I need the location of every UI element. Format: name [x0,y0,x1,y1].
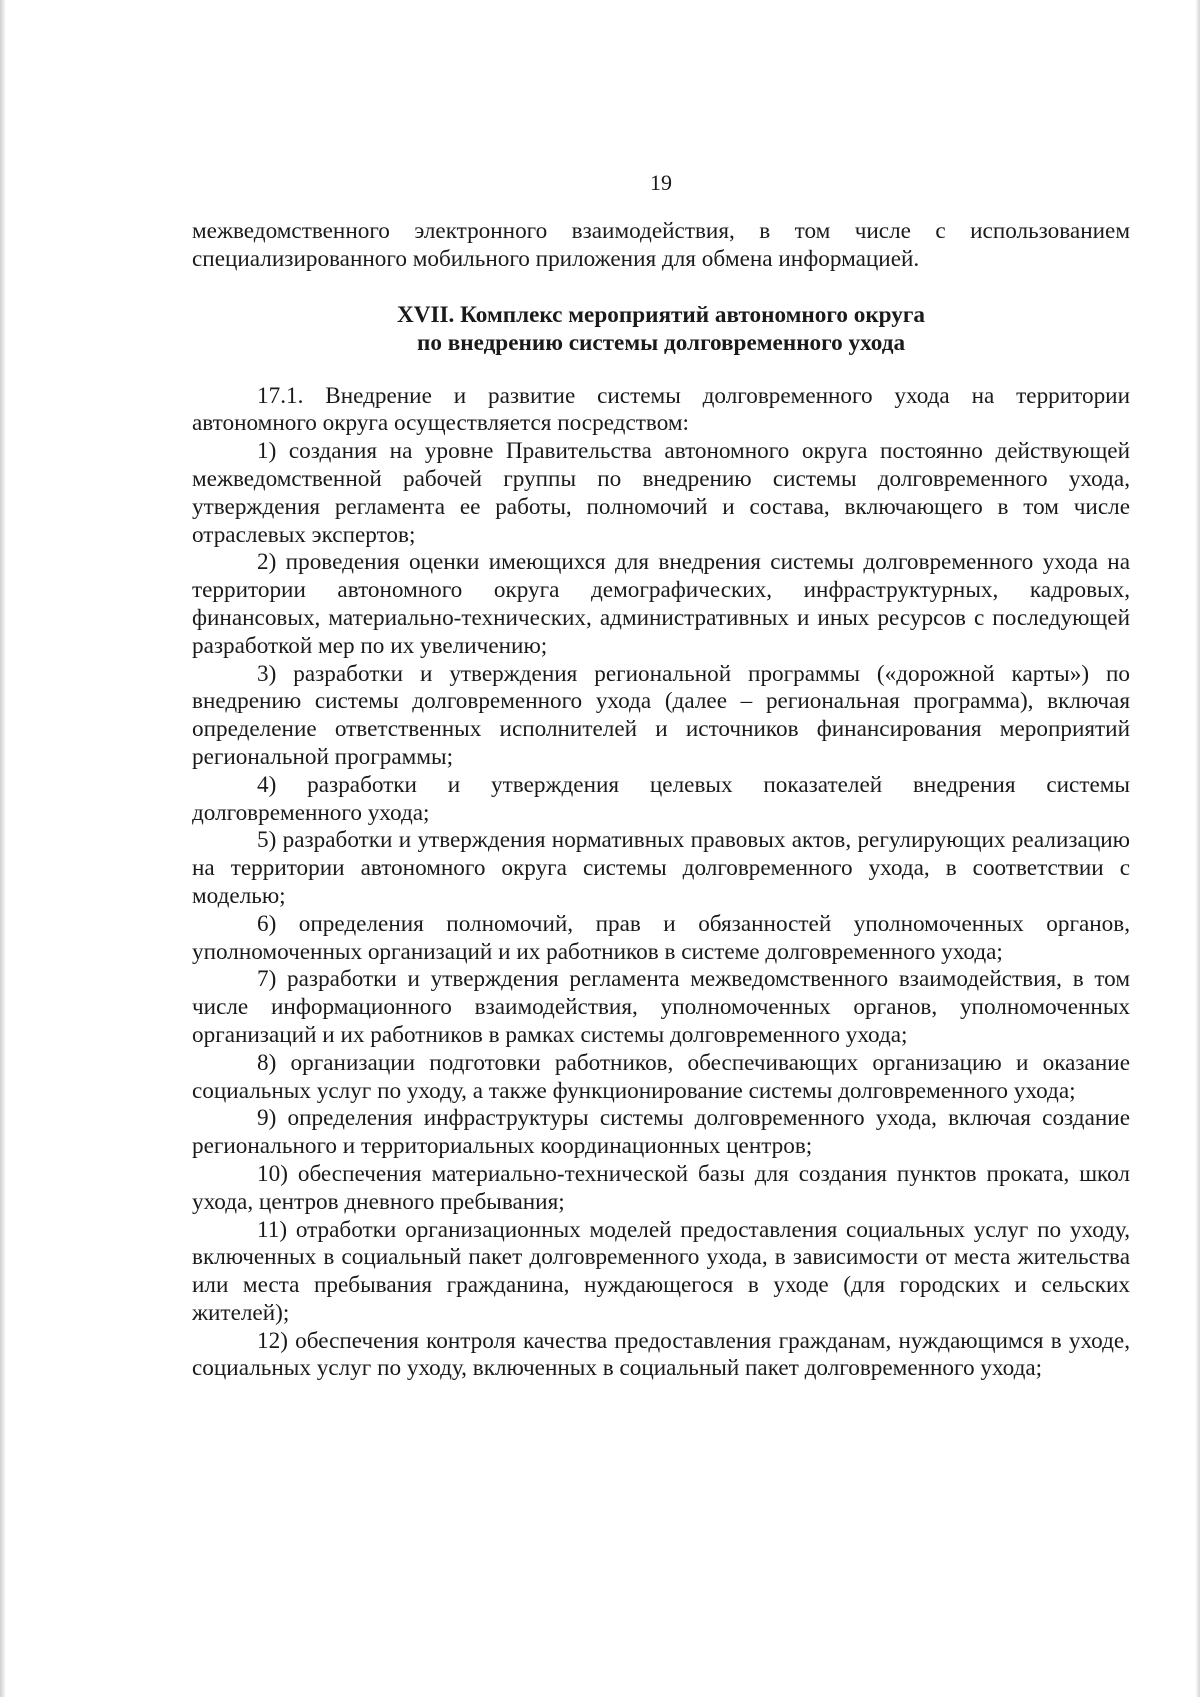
list-item: 7) разработки и утверждения регламента межведомственного взаимодействия, в том числе информационного взаимодействия, уполномоченных органов, уполномоченных организаций и их работников в рамках системы долговременного ухода; [192,966,1130,1048]
scan-edge-left [0,0,5,1697]
list-item: 2) проведения оценки имеющихся для внедрения системы долговременного ухода на территории автономного округа демографических, инфраструктурных, кадровых, финансовых, материально-технических, административных и иных ресурсов с последующей разработкой мер по их увеличению; [192,549,1130,659]
list-item: 1) создания на уровне Правительства автономного округа постоянно действующей межведомственной рабочей группы по внедрению системы долговременного ухода, утверждения регламента ее работы, полномочий и состава, включающего в том числе отраслевых экспертов; [192,438,1130,548]
list-item: 11) отработки организационных моделей предоставления социальных услуг по уходу, включенных в социальный пакет долговременного ухода, в зависимости от места жительства или места пребывания гражданина, нуждающегося в уходе (для городских и сельских жителей); [192,1216,1130,1326]
intro-paragraph: межведомственного электронного взаимодействия, в том числе с использованием специализированного мобильного приложения для обмена информацией. [192,218,1130,272]
list-item: 9) определения инфраструктуры системы долговременного ухода, включая создание регионального и территориальных координационных центров; [192,1105,1130,1160]
section-heading [192,301,1130,358]
scan-edge-right [1196,0,1200,1697]
list-item: 5) разработки и утверждения нормативных правовых актов, регулирующих реализацию на территории автономного округа системы долговременного ухода, в соответствии с моделью; [192,827,1130,909]
list-item: 12) обеспечения контроля качества предоставления гражданам, нуждающимся в уходе, социальных услуг по уходу, включенных в социальный пакет долговременного ухода; [192,1327,1130,1382]
list-item: 10) обеспечения материально-технической базы для создания пунктов проката, школ ухода, центров дневного пребывания; [192,1160,1130,1215]
page-number: 19 [650,170,672,195]
section-title-line-2: по внедрению системы долговременного ухода [416,330,906,357]
list-item: 3) разработки и утверждения региональной программы («дорожной карты») по внедрению системы долговременного ухода (далее – региональная программа), включая определение ответственных исполнителей и источников финансирования мероприятий региональной программы; [192,660,1130,770]
list-item: 8) организации подготовки работников, обеспечивающих организацию и оказание социальных услуг по уходу, а также функционирование системы долговременного ухода; [192,1049,1130,1104]
clause-paragraph: 17.1. Внедрение и развитие системы долговременного ухода на территории автономного округа осуществляется посредством: [192,382,1130,437]
document-body [192,218,1130,1383]
list-item: 4) разработки и утверждения целевых показателей внедрения системы долговременного ухода; [192,771,1130,826]
section-title-line-1: XVII. Комплекс мероприятий автономного округа [397,301,925,328]
list-item: 6) определения полномочий, прав и обязанностей уполномоченных органов, уполномоченных организаций и их работников в системе долговременного ухода; [192,910,1130,965]
